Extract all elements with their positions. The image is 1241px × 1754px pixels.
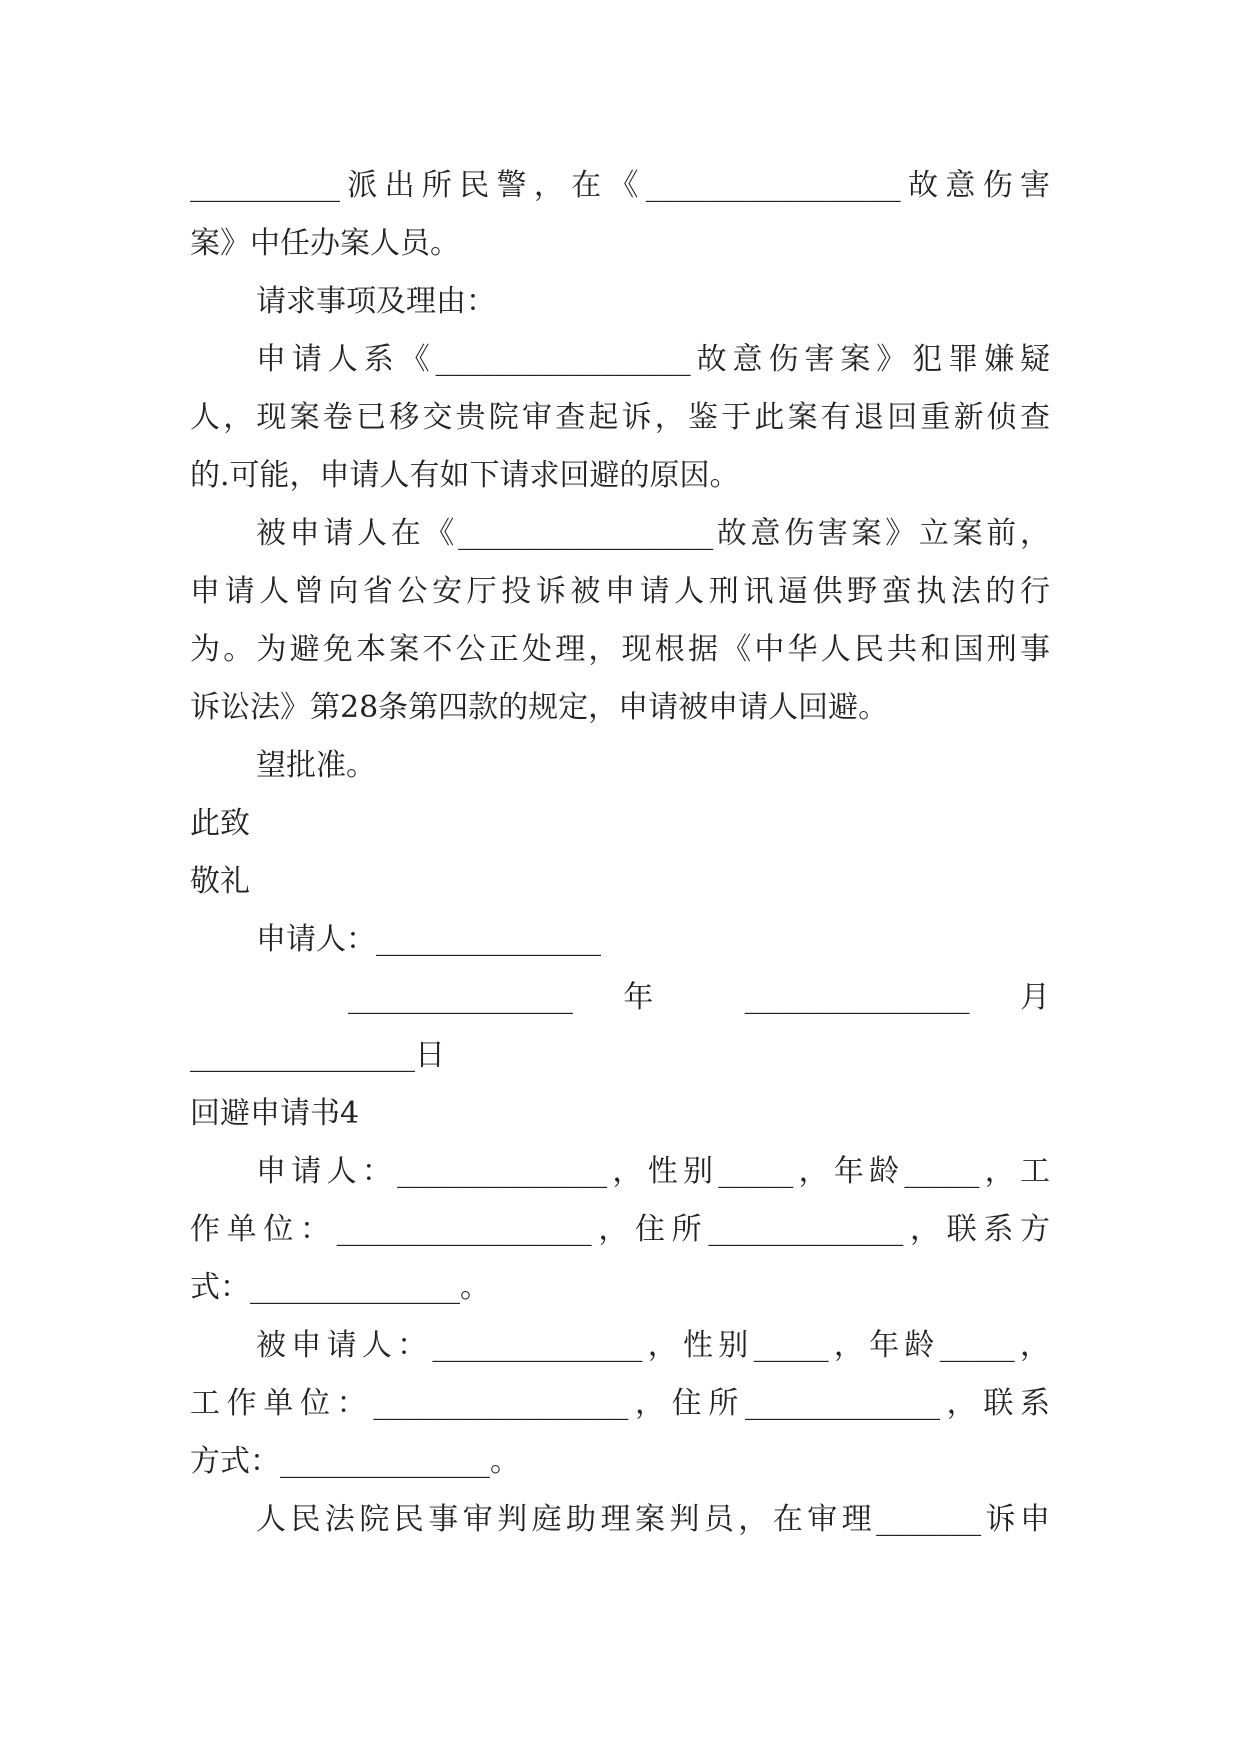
paragraph-line: __________派出所民警，在《_________________故意伤害 (190, 168, 1050, 203)
paragraph-line: 作单位：_________________，住所_____________，联系方 (190, 1212, 1050, 1247)
paragraph-line: 方式：______________。 (190, 1444, 520, 1479)
paragraph-line: 申请人：______________，性别_____，年龄_____，工 (256, 1154, 1050, 1189)
paragraph-line: 被申请人：______________，性别_____，年龄_____， (256, 1328, 1050, 1363)
paragraph-line: 被申请人在《_________________故意伤害案》立案前， (256, 516, 1050, 551)
paragraph-line: 望批准。 (256, 748, 376, 783)
paragraph-line: 申请人曾向省公安厅投诉被申请人刑讯逼供野蛮执法的行 (190, 574, 1050, 609)
signature-line: 申请人：_______________ (256, 922, 601, 957)
paragraph-line: 诉讼法》第28条第四款的规定，申请被申请人回避。 (190, 690, 889, 725)
date-line: _______________ 年 _______________ 月 (348, 980, 1050, 1015)
paragraph-line: 人，现案卷已移交贵院审查起诉，鉴于此案有退回重新侦查 (190, 400, 1050, 435)
paragraph-line: 为。为避免本案不公正处理，现根据《中华人民共和国刑事 (190, 632, 1050, 667)
paragraph-line: 的.可能，申请人有如下请求回避的原因。 (190, 458, 740, 493)
paragraph-line: 人民法院民事审判庭助理案判员，在审理_______诉申 (256, 1502, 1050, 1537)
date-line: _______________日 (190, 1038, 445, 1073)
paragraph-line: 式：______________。 (190, 1270, 490, 1305)
closing-salutation: 此致 (190, 806, 250, 841)
paragraph-line: 工作单位：_________________，住所_____________，联系 (190, 1386, 1050, 1421)
paragraph-line: 请求事项及理由： (256, 284, 496, 319)
paragraph-line: 案》中任办案人员。 (190, 226, 460, 261)
closing-salutation: 敬礼 (190, 864, 250, 899)
section-title: 回避申请书4 (190, 1096, 360, 1131)
paragraph-line: 申请人系《_________________故意伤害案》犯罪嫌疑 (256, 342, 1050, 377)
